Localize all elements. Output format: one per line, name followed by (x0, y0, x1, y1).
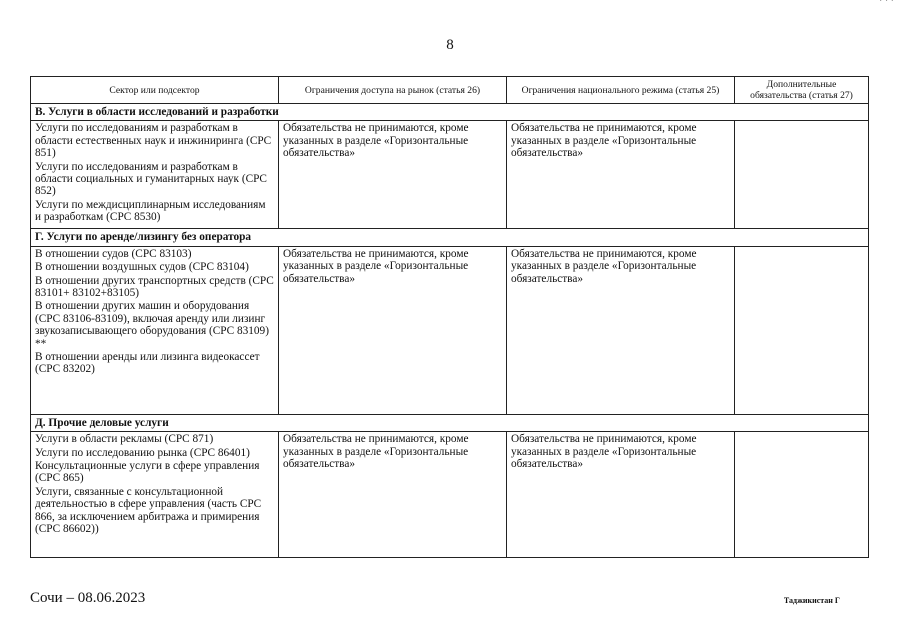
footer-country: Таджикистан Г (783, 596, 840, 605)
sector-item: Услуги по междисциплинарным исследованиям и разработкам (CPC 8530) (35, 198, 266, 224)
header-sector: Сектор или подсектор (31, 77, 279, 104)
section-title: B. Услуги в области исследований и разработки (31, 104, 869, 121)
header-national-treatment: Ограничения национального режима (статья 25) (507, 77, 735, 104)
sector-item: Услуги, связанные с консультационной деятельностью в сфере управления (часть CPC 866, за исключением арбитража и примирения (CPC 86602)) (35, 485, 262, 536)
table-row (31, 246, 869, 414)
market-access-cell: Обязательства не принимаются, кроме указанных в разделе «Горизонтальные обязательства» (279, 121, 507, 229)
sector-cell (31, 246, 279, 414)
corner-mark: · · · (879, 0, 894, 7)
sector-item: Консультационные услуги в сфере управления (CPC 865) (35, 460, 260, 485)
market-access-cell: Обязательства не принимаются, кроме указанных в разделе «Горизонтальные обязательства» (279, 246, 507, 414)
section-title-row (31, 414, 869, 431)
sector-item: В отношении судов (CPC 83103) (35, 247, 192, 260)
sector-item: В отношении воздушных судов (CPC 83104) (35, 261, 249, 274)
sector-item: Услуги по исследованию рынка (CPC 86401) (35, 446, 250, 459)
table-header-row (31, 77, 869, 104)
sector-item: Услуги по исследованиям и разработкам в области естественных наук и инжиниринга (CPC 851) (35, 122, 272, 160)
national-treatment-cell: Обязательства не принимаются, кроме указанных в разделе «Горизонтальные обязательства» (507, 432, 735, 558)
sector-cell (31, 121, 279, 229)
additional-commitments-cell (735, 121, 869, 229)
table-row (31, 121, 869, 229)
sector-item: В отношении аренды или лизинга видеокассет (CPC 83202) (35, 351, 260, 376)
market-access-cell: Обязательства не принимаются, кроме указанных в разделе «Горизонтальные обязательства» (279, 432, 507, 558)
section-title: Д. Прочие деловые услуги (31, 414, 869, 431)
additional-commitments-cell (735, 246, 869, 414)
table-row (31, 432, 869, 558)
sector-cell (31, 432, 279, 558)
section-title: Г. Услуги по аренде/лизингу без оператора (31, 229, 869, 246)
sector-item: Услуги по исследованиям и разработкам в области социальных и гуманитарных наук (CPC 852) (35, 160, 267, 198)
sector-item: Услуги в области рекламы (CPC 871) (35, 433, 214, 446)
commitments-table (30, 76, 869, 558)
national-treatment-cell: Обязательства не принимаются, кроме указанных в разделе «Горизонтальные обязательства» (507, 121, 735, 229)
national-treatment-cell: Обязательства не принимаются, кроме указанных в разделе «Горизонтальные обязательства» (507, 246, 735, 414)
header-additional-commitments: Дополнительные обязательства (статья 27) (735, 77, 869, 104)
sector-item: В отношении других транспортных средств (CPC 83101+ 83102+83105) (35, 274, 274, 300)
section-title-row (31, 104, 869, 121)
page-number: 8 (446, 37, 454, 53)
sector-item: В отношении других машин и оборудования (CPC 83106-83109), включая аренду или лизинг звукозаписывающего оборудования (CPC 83109) ** (35, 300, 269, 350)
section-title-row (31, 229, 869, 246)
additional-commitments-cell (735, 432, 869, 558)
header-market-access: Ограничения доступа на рынок (статья 26) (279, 77, 507, 104)
footer-place-date: Сочи – 08.06.2023 (30, 590, 146, 606)
